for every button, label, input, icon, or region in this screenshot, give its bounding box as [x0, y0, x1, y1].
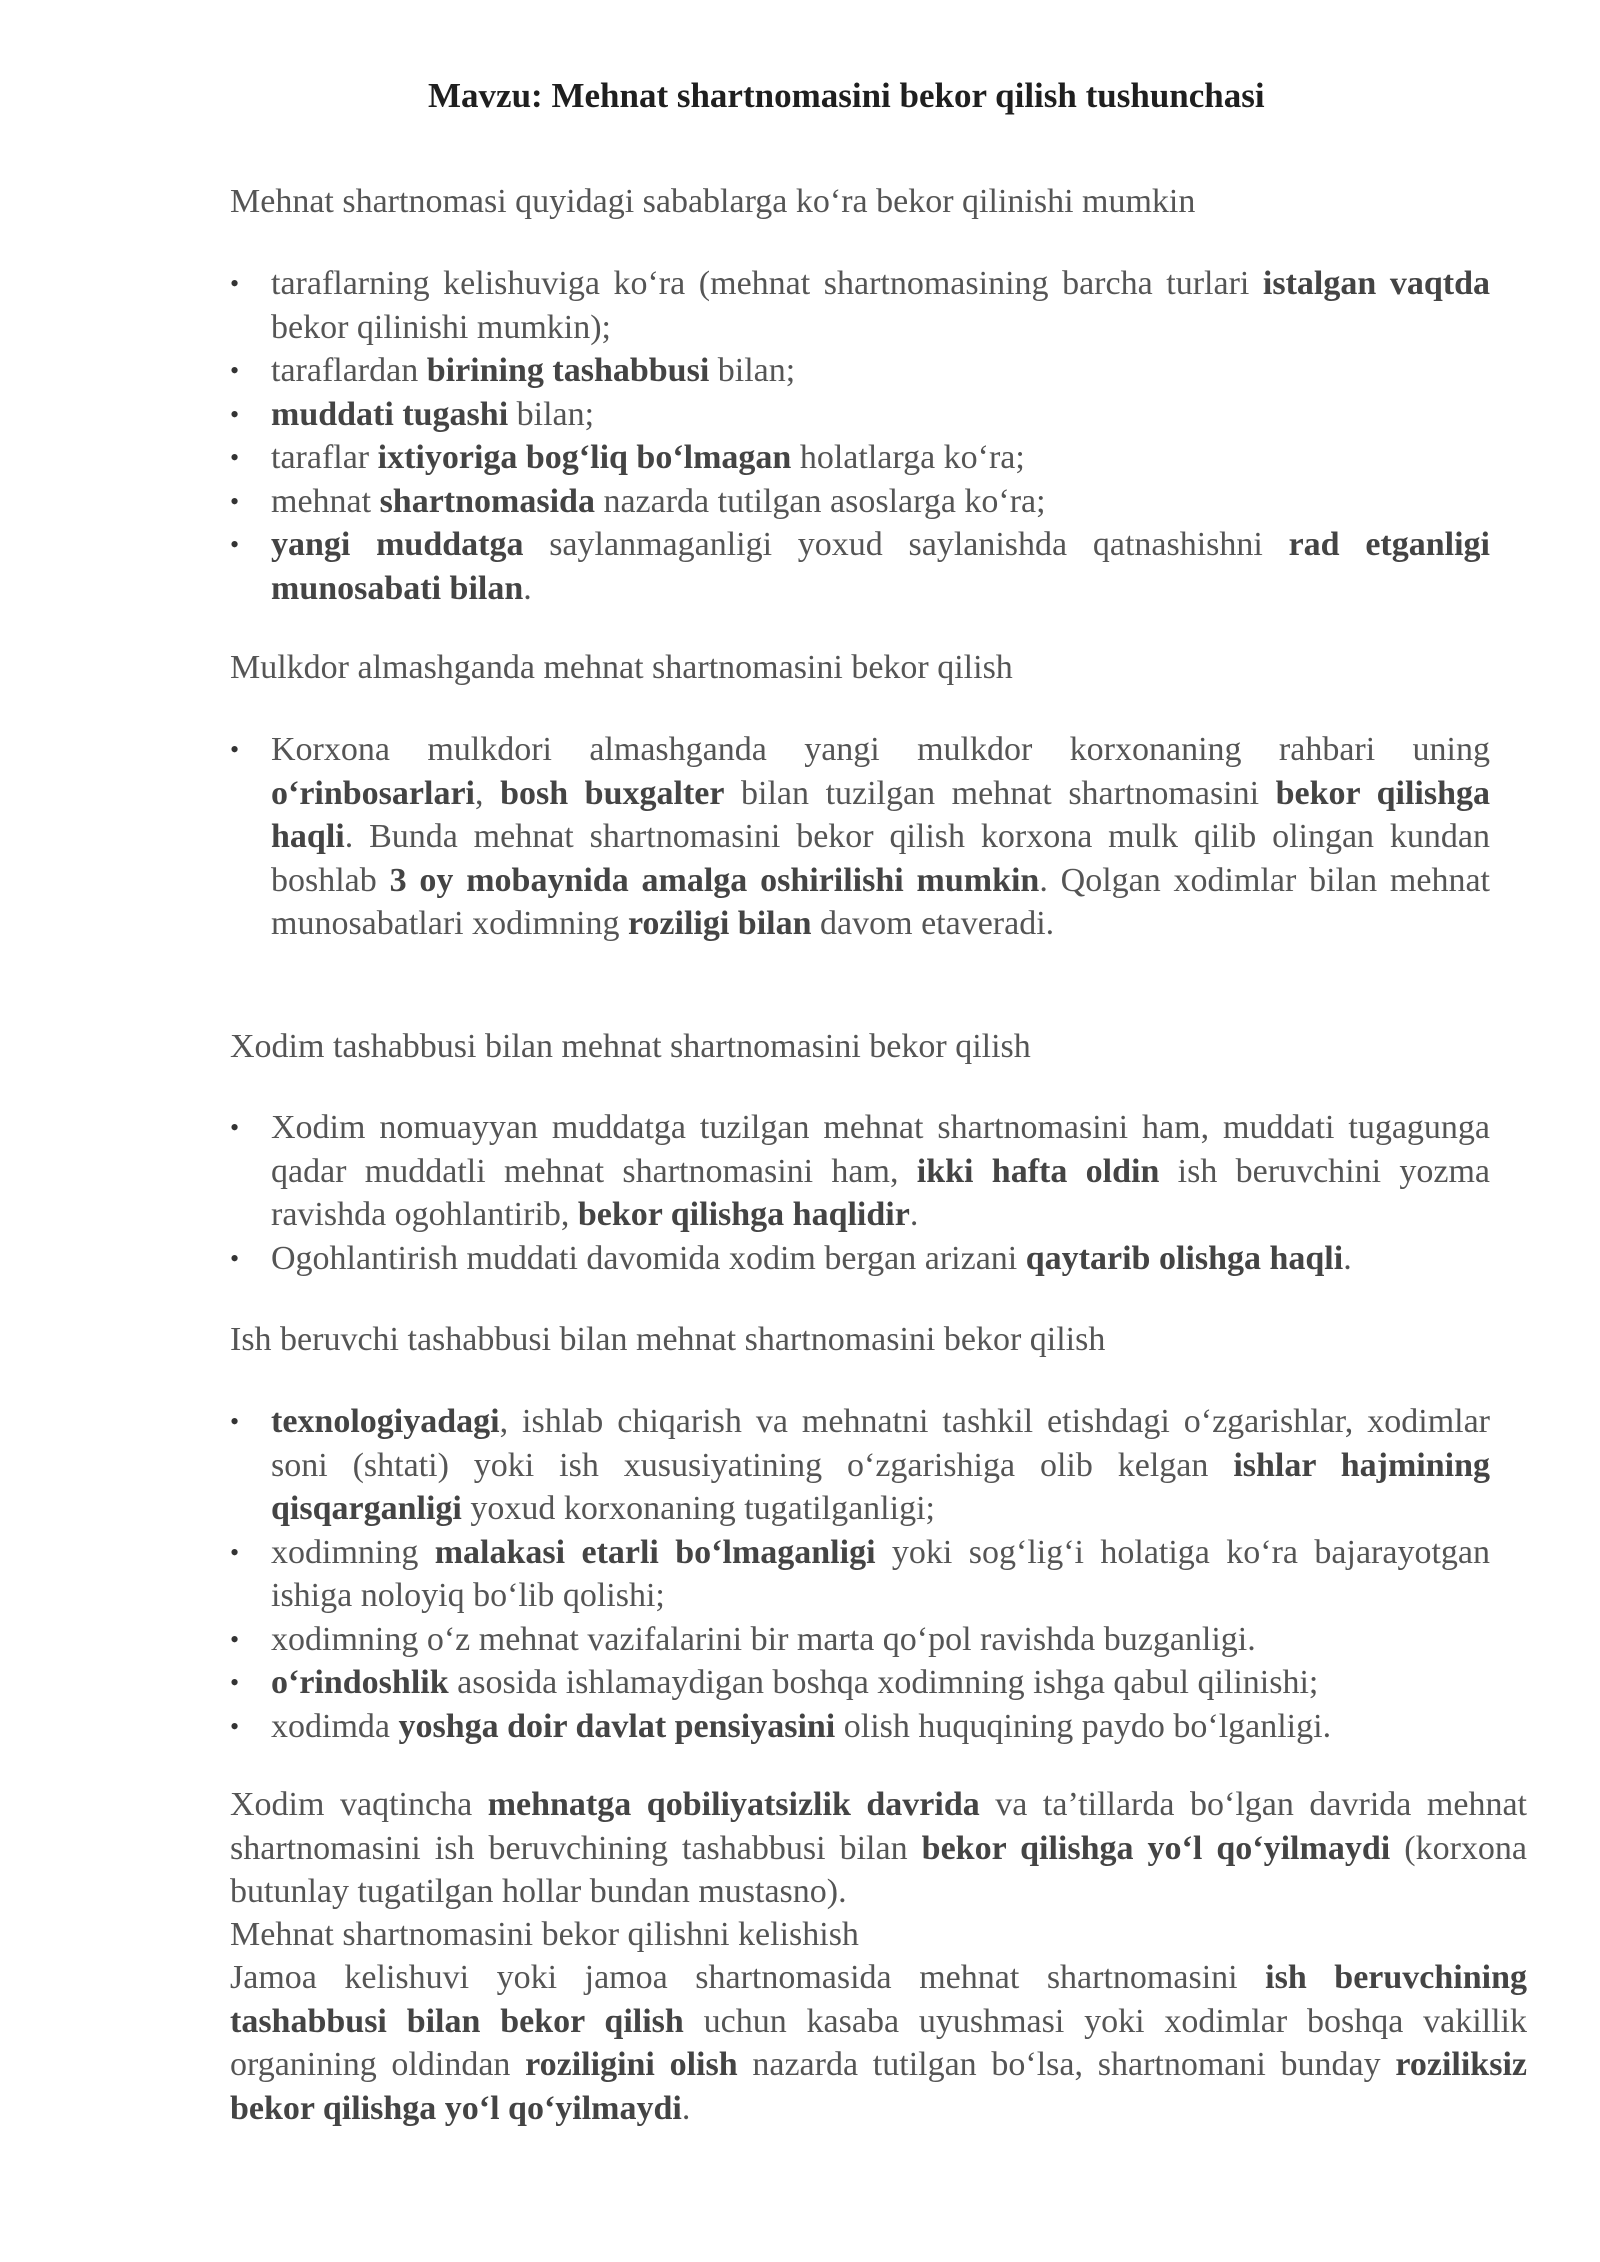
bullet-icon: •	[230, 1711, 240, 1741]
text-run: xodimning o‘z mehnat vazifalarini bir marta qo‘pol ravishda buzganligi.	[271, 1620, 1256, 1658]
text-run: taraflar	[271, 439, 378, 476]
text-run: Ogohlantirish muddati davomida xodim bergan arizani	[271, 1239, 1026, 1277]
text-run: . Qolgan xodimlar bilan mehnat munosabatlari xodimning	[271, 861, 1490, 942]
text-run: .	[909, 1196, 919, 1233]
text-run: xodimda	[271, 1707, 399, 1745]
list-item	[230, 1618, 1490, 1662]
section-heading: Mulkdor almashganda mehnat shartnomasini bekor qilish	[230, 649, 1013, 686]
text-run: nazarda tutilgan bo‘lsa, shartnomani bunday	[737, 2046, 1396, 2083]
bold-text: birining tashabbusi	[426, 352, 710, 389]
list-item	[230, 1237, 1490, 1281]
bullet-icon: •	[230, 1243, 240, 1273]
text-run: bilan;	[508, 395, 595, 433]
bullet-icon: •	[230, 443, 240, 472]
text-run: (korxona butunlay tugatilgan hollar bundan mustasno).	[230, 1829, 1527, 1910]
list-item	[230, 262, 1490, 349]
text-run: Jamoa kelishuvi yoki jamoa shartnomasida mehnat shartnomasini	[230, 1959, 1266, 1996]
text-run: taraflardan	[271, 352, 427, 389]
list-item	[230, 1106, 1490, 1237]
section-heading: Ish beruvchi tashabbusi bilan mehnat shartnomasini bekor qilish	[230, 1321, 1106, 1358]
text-run: Xodim vaqtincha	[230, 1786, 488, 1823]
bold-text: bekor qilishga haqli	[271, 774, 1490, 855]
bullet-icon: •	[230, 1668, 240, 1697]
list-item	[230, 1400, 1490, 1531]
bold-text: bekor qilishga haqlidir	[577, 1196, 910, 1233]
bold-text: 3 oy mobaynida amalga oshirilishi mumkin	[389, 861, 1040, 899]
bold-text: o‘rinbosarlari	[271, 774, 475, 812]
bold-text: ishlar hajmining qisqarganligi	[271, 1446, 1490, 1527]
text-run: uchun kasaba uyushmasi yoki xodimlar boshqa vakillik organining oldindan	[230, 2002, 1528, 2083]
bold-text: yangi muddatga	[271, 526, 524, 563]
bullet-icon: •	[230, 530, 240, 559]
bullet-list	[230, 262, 1490, 610]
text-run: bilan tuzilgan mehnat shartnomasini	[724, 774, 1276, 812]
list-item	[230, 523, 1490, 610]
bold-text: ikki hafta oldin	[916, 1152, 1160, 1190]
bold-text: roziligi bilan	[627, 905, 812, 942]
bold-text: bosh buxgalter	[500, 774, 725, 812]
text-run: .	[1343, 1239, 1352, 1277]
bold-text: bekor qilishga yo‘l qo‘yilmaydi	[921, 1829, 1391, 1867]
list-item	[230, 393, 1490, 437]
bold-text: ish beruvchining tashabbusi bilan bekor qilish	[230, 1959, 1527, 2040]
text-run: yoxud korxonaning tugatilganligi;	[461, 1490, 935, 1527]
text-run: . Bunda mehnat shartnomasini bekor qilish korxona mulk qilib olingan kundan boshlab	[271, 818, 1490, 899]
bold-text: qaytarib olishga haqli	[1025, 1239, 1344, 1277]
bold-text: malakasi etarli bo‘lmaganligi	[434, 1533, 876, 1571]
closing-paragraph	[230, 1783, 1527, 1914]
bold-text: texnologiyadagi	[271, 1403, 500, 1440]
bold-text: roziliksiz bekor qilishga yo‘l qo‘yilmaydi	[230, 2046, 1527, 2127]
list-item	[230, 728, 1490, 946]
bold-text: yoshga doir davlat pensiyasini	[398, 1707, 836, 1745]
bullet-list	[230, 1106, 1490, 1280]
text-run: Xodim nomuayyan muddatga tuzilgan mehnat shartnomasini ham, muddati tugagunga qadar muddatli mehnat shartnomasini ham,	[271, 1109, 1490, 1190]
section-heading: Mehnat shartnomasi quyidagi sabablarga ko‘ra bekor qilinishi mumkin	[230, 183, 1196, 220]
list-item	[230, 1661, 1490, 1705]
bold-text: shartnomasida	[379, 482, 595, 520]
text-run: davom etaveradi.	[811, 905, 1055, 942]
list-item	[230, 436, 1490, 480]
text-run: ,	[474, 774, 501, 812]
text-run: Korxona mulkdori almashganda yangi mulkdor korxonaning rahbari uning	[271, 731, 1490, 768]
text-run: .	[681, 2089, 691, 2127]
text-run: olish huquqining paydo bo‘lganligi.	[835, 1707, 1332, 1745]
bold-text: istalgan vaqtda	[1262, 265, 1490, 302]
text-run: , ishlab chiqarish va mehnatni tashkil etishdagi o‘zgarishlar, xodimlar soni (shtati) yoki ish xususiyatining o‘zgarishiga olib kelgan	[271, 1403, 1490, 1484]
text-run: mehnat	[271, 482, 380, 520]
text-run: Mehnat shartnomasini bekor qilishni kelishish	[230, 1916, 859, 1953]
bold-text: roziligini olish	[525, 2046, 738, 2083]
text-run: .	[523, 569, 532, 607]
text-run: va ta’tillarda bo‘lgan davrida mehnat shartnomasini ish beruvchining tashabbusi bilan	[230, 1786, 1527, 1867]
text-run: xodimning	[271, 1533, 435, 1571]
text-run: bekor qilinishi mumkin);	[271, 308, 611, 346]
text-run: ish beruvchini yozma ravishda ogohlantirib,	[271, 1152, 1490, 1233]
text-run: nazarda tutilgan asoslarga ko‘ra;	[594, 482, 1046, 520]
section-heading: Xodim tashabbusi bilan mehnat shartnomasini bekor qilish	[230, 1028, 1031, 1065]
bold-text: muddati tugashi	[271, 395, 509, 433]
closing-paragraph	[230, 1956, 1527, 2130]
bullet-list	[230, 1400, 1490, 1748]
bullet-icon: •	[230, 1407, 240, 1436]
text-run: saylanmaganligi yoxud saylanishda qatnashishni	[523, 526, 1289, 563]
bold-text: ixtiyoriga bog‘liq bo‘lmagan	[377, 439, 792, 476]
bold-text: o‘rindoshlik	[271, 1664, 449, 1701]
bullet-icon: •	[230, 1537, 240, 1567]
bullet-icon: •	[230, 269, 240, 298]
list-item	[230, 1531, 1490, 1618]
bullet-list	[230, 728, 1490, 946]
text-run: asosida ishlamaydigan boshqa xodimning ishga qabul qilinishi;	[448, 1664, 1319, 1701]
bullet-icon: •	[230, 356, 240, 385]
text-run: holatlarga ko‘ra;	[791, 439, 1025, 476]
list-item	[230, 349, 1490, 393]
bullet-icon: •	[230, 1113, 240, 1142]
list-item	[230, 480, 1490, 524]
bold-text: rad etganligi munosabati bilan	[271, 526, 1490, 607]
text-run: bilan;	[709, 352, 796, 389]
list-item	[230, 1705, 1490, 1749]
text-run: taraflarning kelishuviga ko‘ra (mehnat shartnomasining barcha turlari	[271, 265, 1263, 302]
closing-heading	[230, 1913, 1527, 1957]
bullet-icon: •	[230, 1624, 240, 1654]
bullet-icon: •	[230, 399, 240, 429]
bullet-icon: •	[230, 486, 240, 516]
page-title: Mavzu: Mehnat shartnomasini bekor qilish tushunchasi	[428, 76, 1265, 115]
bold-text: mehnatga qobiliyatsizlik davrida	[487, 1786, 980, 1823]
bullet-icon: •	[230, 735, 240, 764]
text-run: yoki sog‘lig‘i holatiga ko‘ra bajarayotgan ishiga noloyiq bo‘lib qolishi;	[271, 1533, 1490, 1614]
